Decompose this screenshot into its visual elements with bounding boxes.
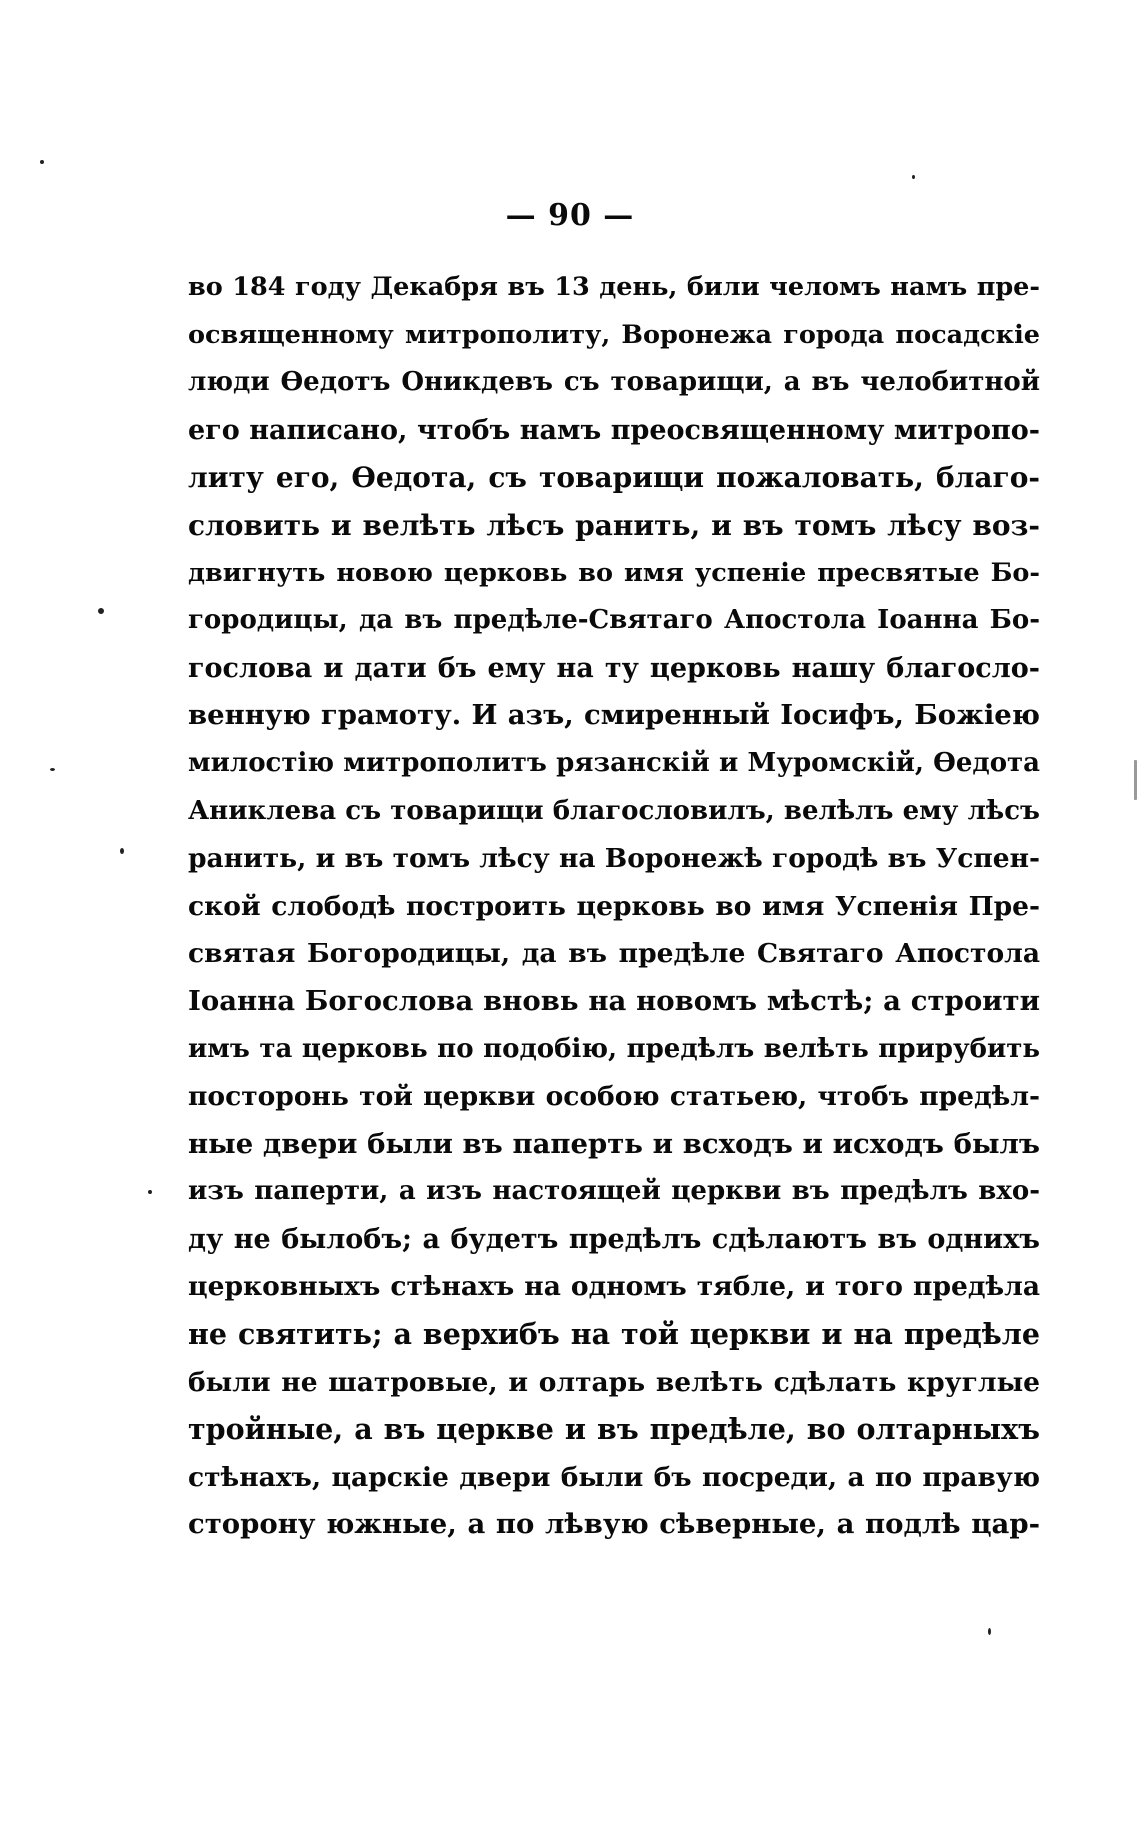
scan-speck [50,768,55,771]
text-line: словить и велѣть лѣсъ ранить, и въ томъ лѣсу воз- [188,508,1040,542]
text-line: посторонь той церкви особою статьею, чтобъ предѣл- [188,1081,1040,1113]
text-line: городицы, да въ предѣле-Святаго Апостола Іоанна Бо- [188,605,1040,636]
scan-speck [912,175,915,179]
text-line: ской слободѣ построить церковь во имя Успенія Пре- [188,890,1040,922]
text-line: сторону южные, а по лѣвую сѣверные, а подлѣ цар- [188,1508,1040,1541]
body-text [188,264,1040,1549]
text-line: стѣнахъ, царскіе двери были бъ посреди, а по правую [188,1461,1040,1493]
text-line: имъ та церковь по подобію, предѣлъ велѣть прирубить [188,1033,1040,1064]
scan-speck [120,848,124,854]
text-line: святая Богородицы, да въ предѣле Святаго Апостола [188,938,1040,970]
text-line: гослова и дати бъ ему на ту церковь нашу благосло- [188,652,1040,684]
text-line: ранить, и въ томъ лѣсу на Воронежѣ городѣ въ Успен- [188,843,1040,875]
scan-speck [148,1190,152,1194]
page-number: — 90 — [505,198,635,233]
text-line: литу его, Өедота, съ товарищи пожаловать, благо- [188,461,1040,495]
text-line: тройные, а въ церкве и въ предѣле, во олтарныхъ [188,1412,1040,1447]
text-line: не святить; а верхибъ на той церкви и на предѣле [188,1317,1040,1352]
text-line: люди Өедотъ Оникдевъ съ товарищи, а въ челобитной [188,367,1040,398]
scan-speck [40,160,44,164]
text-line: ду не былобъ; а будетъ предѣлъ сдѣлаютъ въ однихъ [188,1223,1040,1255]
text-line: ные двери были въ паперть и всходъ и исходъ былъ [188,1127,1040,1160]
text-line: милостію митрополитъ рязанскій и Муромскій, Өедота [188,747,1040,778]
text-line: изъ паперти, а изъ настоящей церкви въ предѣлъ вхо- [188,1176,1040,1207]
text-line: освященному митрополиту, Воронежа города посадскіе [188,319,1040,350]
text-line: церковныхъ стѣнахъ на одномъ тябле, и того предѣла [188,1271,1040,1303]
text-line: Аниклева съ товарищи благословилъ, велѣлъ ему лѣсъ [188,795,1040,826]
text-line: были не шатровые, и олтарь велѣть сдѣлать круглые [188,1366,1040,1398]
text-line: Іоанна Богослова вновь на новомъ мѣстѣ; а строити [188,984,1040,1017]
text-line: двигнуть новою церковь во имя успеніе пресвятые Бо- [188,557,1040,588]
text-line: во 184 году Декабря въ 13 день, били челомъ намъ пре- [188,272,1040,302]
scan-speck [98,608,104,614]
text-line: венную грамоту. И азъ, смиренный Іосифъ, Божіею [188,699,1040,732]
text-line: его написано, чтобъ намъ преосвященному митропо- [188,414,1040,446]
scan-speck [988,1628,991,1635]
scan-speck [1134,760,1137,800]
